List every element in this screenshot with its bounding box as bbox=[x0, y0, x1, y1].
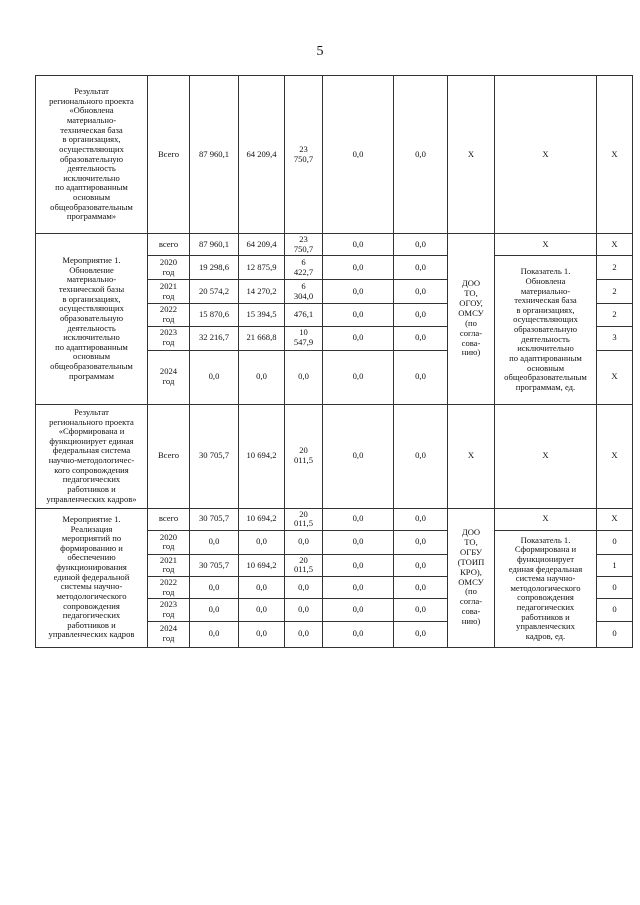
value-other: 0,0 bbox=[394, 621, 448, 647]
indicator-value: 3 bbox=[597, 326, 633, 350]
period-cell: Всего bbox=[148, 404, 190, 508]
value-other: 0,0 bbox=[394, 234, 448, 256]
value-regional: 6 304,0 bbox=[285, 280, 323, 304]
value-federal: 64 209,4 bbox=[239, 234, 285, 256]
period-cell: 2021 год bbox=[148, 554, 190, 576]
period-cell: 2020 год bbox=[148, 256, 190, 280]
value-local: 0,0 bbox=[323, 621, 394, 647]
period-cell: всего bbox=[148, 234, 190, 256]
indicator-value: Х bbox=[597, 350, 633, 404]
value-federal: 0,0 bbox=[239, 599, 285, 621]
value-regional: 0,0 bbox=[285, 621, 323, 647]
indicator-cell: Х bbox=[495, 404, 597, 508]
value-total: 0,0 bbox=[190, 350, 239, 404]
period-cell: 2022 год bbox=[148, 577, 190, 599]
value-total: 32 216,7 bbox=[190, 326, 239, 350]
indicator-description: Показатель 1. Сформирована и функционирует единая федеральная система научно- методологического сопровождения педагогических работников и управленческих кадров, ед. bbox=[495, 530, 597, 647]
indicator-cell: Х bbox=[495, 76, 597, 234]
value-local: 0,0 bbox=[323, 530, 394, 554]
value-other: 0,0 bbox=[394, 350, 448, 404]
activity-row bbox=[36, 234, 633, 256]
value-regional: 476,1 bbox=[285, 304, 323, 326]
value-total: 87 960,1 bbox=[190, 76, 239, 234]
responsible-cell: ДОО ТО, ОГБУ (ТОИП КРО), ОМСУ (по согла- сова- нию) bbox=[448, 508, 495, 647]
indicator-value: 2 bbox=[597, 280, 633, 304]
value-local: 0,0 bbox=[323, 256, 394, 280]
value-other: 0,0 bbox=[394, 577, 448, 599]
period-cell: 2021 год bbox=[148, 280, 190, 304]
value-regional: 20 011,5 bbox=[285, 404, 323, 508]
activity-name: Мероприятие 1. Обновление материально- технической базы в организациях, осуществляющих образовательную деятельность исключительно по адаптированным основным общеобразовательным программам bbox=[36, 234, 148, 405]
period-cell: 2024 год bbox=[148, 350, 190, 404]
period-cell: 2023 год bbox=[148, 599, 190, 621]
activity-name: Мероприятие 1. Реализация мероприятий по формированию и обеспечению функционирования единой федеральной системы научно- методологического сопровождения педагогических работников и управленческих кадров bbox=[36, 508, 148, 647]
value-total: 0,0 bbox=[190, 530, 239, 554]
value-federal: 0,0 bbox=[239, 530, 285, 554]
value-regional: 6 422,7 bbox=[285, 256, 323, 280]
budget-table bbox=[35, 75, 633, 648]
value-local: 0,0 bbox=[323, 280, 394, 304]
responsible-cell: Х bbox=[448, 404, 495, 508]
value-federal: 12 875,9 bbox=[239, 256, 285, 280]
value-local: 0,0 bbox=[323, 326, 394, 350]
indicator-value: Х bbox=[597, 234, 633, 256]
period-cell: 2024 год bbox=[148, 621, 190, 647]
value-total: 30 705,7 bbox=[190, 508, 239, 530]
indicator-value: 0 bbox=[597, 530, 633, 554]
value-local: 0,0 bbox=[323, 554, 394, 576]
value-total: 0,0 bbox=[190, 599, 239, 621]
period-cell: всего bbox=[148, 508, 190, 530]
value-local: 0,0 bbox=[323, 599, 394, 621]
value-regional: 10 547,9 bbox=[285, 326, 323, 350]
value-other: 0,0 bbox=[394, 530, 448, 554]
indicator-value: Х bbox=[597, 404, 633, 508]
result-name: Результат регионального проекта «Сформирована и функционирует единая федеральная система научно-методологичес- кого сопровождения педагогических работников и управленческих кадров» bbox=[36, 404, 148, 508]
value-federal: 64 209,4 bbox=[239, 76, 285, 234]
indicator-value: Х bbox=[597, 76, 633, 234]
value-regional: 20 011,5 bbox=[285, 554, 323, 576]
indicator-value: 0 bbox=[597, 621, 633, 647]
value-federal: 0,0 bbox=[239, 577, 285, 599]
value-other: 0,0 bbox=[394, 404, 448, 508]
value-local: 0,0 bbox=[323, 404, 394, 508]
period-cell: Всего bbox=[148, 76, 190, 234]
value-local: 0,0 bbox=[323, 350, 394, 404]
value-federal: 21 668,8 bbox=[239, 326, 285, 350]
result-row bbox=[36, 76, 633, 234]
responsible-cell: Х bbox=[448, 76, 495, 234]
value-regional: 23 750,7 bbox=[285, 234, 323, 256]
value-total: 0,0 bbox=[190, 621, 239, 647]
value-other: 0,0 bbox=[394, 304, 448, 326]
indicator-cell: Х bbox=[495, 234, 597, 256]
value-total: 30 705,7 bbox=[190, 404, 239, 508]
period-cell: 2022 год bbox=[148, 304, 190, 326]
result-name: Результат регионального проекта «Обновлена материально- техническая база в организациях, осуществляющих образовательную деятельность исключительно по адаптированным основным общеобразовательным программам» bbox=[36, 76, 148, 234]
value-other: 0,0 bbox=[394, 76, 448, 234]
value-regional: 0,0 bbox=[285, 577, 323, 599]
value-regional: 0,0 bbox=[285, 350, 323, 404]
value-federal: 14 270,2 bbox=[239, 280, 285, 304]
value-regional: 20 011,5 bbox=[285, 508, 323, 530]
indicator-value: 0 bbox=[597, 577, 633, 599]
result-row bbox=[36, 404, 633, 508]
value-total: 0,0 bbox=[190, 577, 239, 599]
value-total: 15 870,6 bbox=[190, 304, 239, 326]
indicator-value: 1 bbox=[597, 554, 633, 576]
value-other: 0,0 bbox=[394, 256, 448, 280]
value-regional: 0,0 bbox=[285, 530, 323, 554]
value-other: 0,0 bbox=[394, 326, 448, 350]
indicator-value: 2 bbox=[597, 256, 633, 280]
value-other: 0,0 bbox=[394, 508, 448, 530]
value-regional: 0,0 bbox=[285, 599, 323, 621]
indicator-cell: Х bbox=[495, 508, 597, 530]
value-total: 87 960,1 bbox=[190, 234, 239, 256]
value-federal: 15 394,5 bbox=[239, 304, 285, 326]
value-other: 0,0 bbox=[394, 599, 448, 621]
period-cell: 2023 год bbox=[148, 326, 190, 350]
value-total: 19 298,6 bbox=[190, 256, 239, 280]
value-local: 0,0 bbox=[323, 508, 394, 530]
period-cell: 2020 год bbox=[148, 530, 190, 554]
value-federal: 10 694,2 bbox=[239, 554, 285, 576]
responsible-cell: ДОО ТО, ОГОУ, ОМСУ (по согла- сова- нию) bbox=[448, 234, 495, 405]
activity-row bbox=[36, 508, 633, 530]
value-local: 0,0 bbox=[323, 76, 394, 234]
value-federal: 10 694,2 bbox=[239, 404, 285, 508]
value-other: 0,0 bbox=[394, 280, 448, 304]
value-local: 0,0 bbox=[323, 234, 394, 256]
value-total: 30 705,7 bbox=[190, 554, 239, 576]
value-federal: 0,0 bbox=[239, 621, 285, 647]
indicator-value: Х bbox=[597, 508, 633, 530]
value-federal: 10 694,2 bbox=[239, 508, 285, 530]
page-number: 5 bbox=[316, 44, 324, 59]
indicator-description: Показатель 1. Обновлена материально- техническая база в организациях, осуществляющих образовательную деятельность исключительно по адаптированным основным общеобразовательным программам, ед. bbox=[495, 256, 597, 404]
value-local: 0,0 bbox=[323, 304, 394, 326]
indicator-value: 2 bbox=[597, 304, 633, 326]
value-local: 0,0 bbox=[323, 577, 394, 599]
value-regional: 23 750,7 bbox=[285, 76, 323, 234]
value-federal: 0,0 bbox=[239, 350, 285, 404]
indicator-value: 0 bbox=[597, 599, 633, 621]
value-other: 0,0 bbox=[394, 554, 448, 576]
value-total: 20 574,2 bbox=[190, 280, 239, 304]
